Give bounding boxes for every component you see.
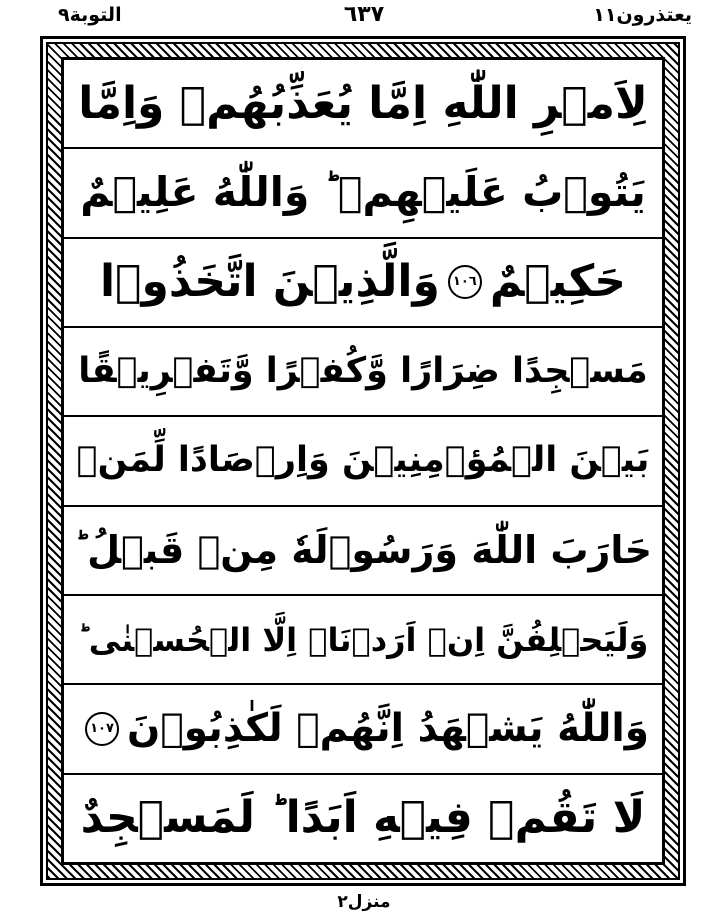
page-header xyxy=(0,0,728,36)
page-frame xyxy=(40,36,686,886)
verse-text: وَاللّٰهُ يَشۡهَدُ اِنَّهُمۡ لَكٰذِبُوۡنَ xyxy=(127,706,649,752)
verse-lines xyxy=(64,60,662,862)
text-area xyxy=(61,57,665,865)
manzil-label: منزل٢ xyxy=(337,892,391,912)
verse-line-6 xyxy=(64,507,662,596)
verse-line-2 xyxy=(64,149,662,238)
verse-line-4 xyxy=(64,328,662,417)
verse-text: لَا تَقُمۡ فِيۡهِ اَبَدًا ؕ لَمَسۡجِدٌ xyxy=(80,792,646,844)
verse-line-3 xyxy=(64,239,662,328)
verse-line-9 xyxy=(64,775,662,862)
verse-text: حَكِيۡمٌ xyxy=(489,256,626,308)
verse-text: مَسۡجِدًا ضِرَارًا وَّكُفۡرًا وَّتَفۡرِيۡقًا xyxy=(78,351,648,392)
verse-text: بَيۡنَ الۡمُؤۡمِنِيۡنَ وَاِرۡصَادًا لِّمَنۡ xyxy=(76,440,650,481)
ayah-marker: ١٠٧ xyxy=(85,712,119,746)
verse-text: حَارَبَ اللّٰهَ وَرَسُوۡلَهٗ مِنۡ قَبۡلُ ؕ xyxy=(73,528,653,573)
verse-line-1 xyxy=(64,60,662,149)
verse-line-7 xyxy=(64,596,662,685)
ayah-marker: ١٠٦ xyxy=(448,265,482,299)
surah-name: التوبة٩ xyxy=(58,4,122,26)
verse-text: وَالَّذِيۡنَ اتَّخَذُوۡا xyxy=(100,256,440,308)
verse-text: يَتُوۡبُ عَلَيۡهِمۡ ؕ وَاللّٰهُ عَلِيۡمٌ xyxy=(80,168,646,217)
verse-line-5 xyxy=(64,417,662,506)
verse-line-8 xyxy=(64,685,662,774)
page-number: ٦٣٧ xyxy=(343,2,385,27)
juz-name: يعتذرون١١ xyxy=(593,4,692,26)
verse-text: لِاَمۡرِ اللّٰهِ اِمَّا يُعَذِّبُهُمۡ وَاِمَّا xyxy=(78,77,648,129)
verse-text: وَلَيَحۡلِفُنَّ اِنۡ اَرَدۡنَاۤ اِلَّا الۡحُسۡنٰى ؕ xyxy=(77,620,649,659)
